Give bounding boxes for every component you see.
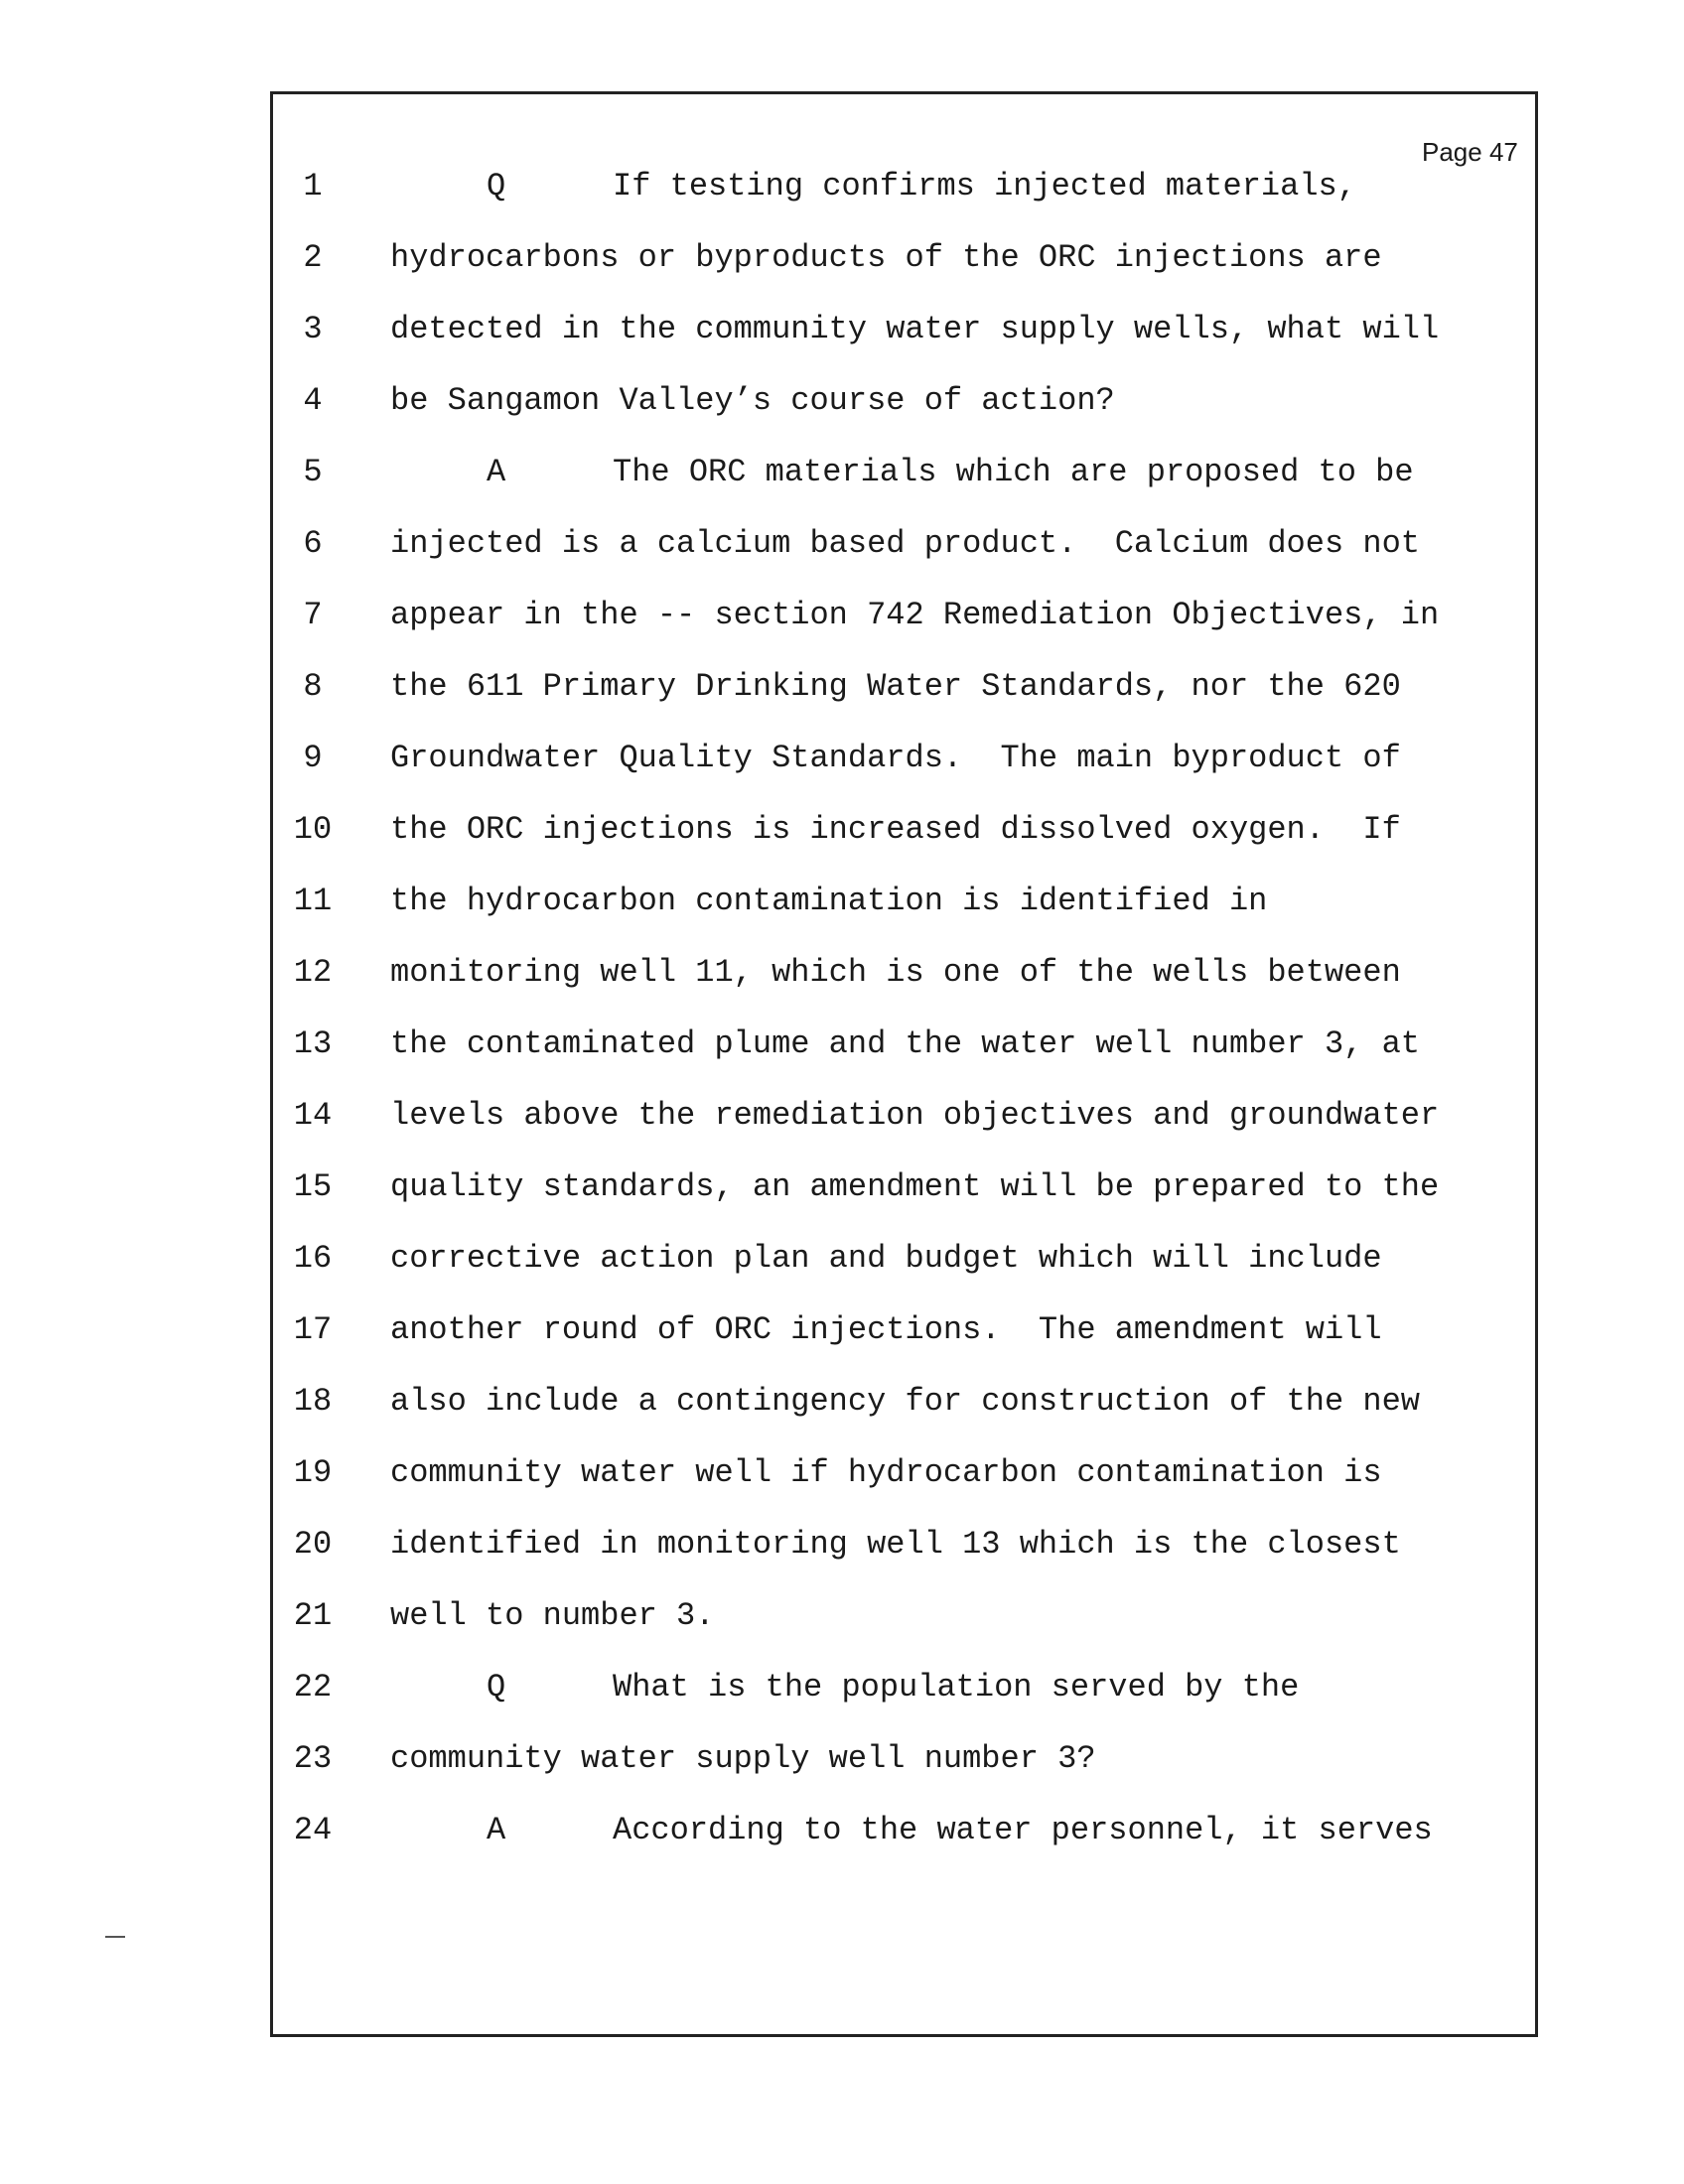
- line-number: 20: [293, 1526, 333, 1563]
- transcript-line: [0, 1024, 1684, 1096]
- transcript-line: [0, 310, 1684, 381]
- transcript-line: [0, 1811, 1684, 1882]
- line-text: appear in the -- section 742 Remediation Objectives, in: [390, 597, 1440, 633]
- transcript-line: [0, 238, 1684, 310]
- line-number: 16: [293, 1240, 333, 1277]
- transcript-line: [0, 1382, 1684, 1453]
- line-number: 9: [303, 740, 323, 776]
- line-number: 1: [303, 168, 323, 205]
- line-text: quality standards, an amendment will be prepared to the: [390, 1168, 1440, 1205]
- line-text: the ORC injections is increased dissolved oxygen. If: [390, 811, 1401, 848]
- line-text: The ORC materials which are proposed to be: [613, 454, 1414, 490]
- transcript-line: [0, 453, 1684, 524]
- line-text: detected in the community water supply wells, what will: [390, 311, 1440, 347]
- line-number: 12: [293, 954, 333, 991]
- line-number: 5: [303, 454, 323, 490]
- line-number: 15: [293, 1168, 333, 1205]
- line-text: the contaminated plume and the water well number 3, at: [390, 1025, 1420, 1062]
- transcript-line: [0, 1096, 1684, 1167]
- line-number: 10: [293, 811, 333, 848]
- line-text: community water supply well number 3?: [390, 1740, 1096, 1777]
- line-text: monitoring well 11, which is one of the wells between: [390, 954, 1401, 991]
- line-text: hydrocarbons or byproducts of the ORC injections are: [390, 239, 1382, 276]
- line-number: 4: [303, 382, 323, 419]
- page-number: Page 47: [1422, 137, 1518, 167]
- line-text: be Sangamon Valley’s course of action?: [390, 382, 1115, 419]
- transcript-line: [0, 1668, 1684, 1739]
- transcript-line: [0, 667, 1684, 739]
- transcript-line: [0, 381, 1684, 453]
- transcript-line: [0, 1596, 1684, 1668]
- transcript-line: [0, 1525, 1684, 1596]
- line-text: the 611 Primary Drinking Water Standards, nor the 620: [390, 668, 1401, 705]
- margin-mark: [105, 1936, 125, 1938]
- line-text: injected is a calcium based product. Calcium does not: [390, 525, 1420, 562]
- line-number: 19: [293, 1454, 333, 1491]
- line-number: 23: [293, 1740, 333, 1777]
- line-text: corrective action plan and budget which will include: [390, 1240, 1382, 1277]
- line-number: 17: [293, 1311, 333, 1348]
- line-text: another round of ORC injections. The amendment will: [390, 1311, 1382, 1348]
- line-text: also include a contingency for construction of the new: [390, 1383, 1420, 1420]
- transcript-line: [0, 1310, 1684, 1382]
- line-number: 11: [293, 883, 333, 919]
- line-text: If testing confirms injected materials,: [613, 168, 1356, 205]
- line-text: levels above the remediation objectives and groundwater: [390, 1097, 1440, 1134]
- transcript-line: [0, 810, 1684, 882]
- line-text: According to the water personnel, it serves: [613, 1812, 1433, 1848]
- line-number: 7: [303, 597, 323, 633]
- transcript-line: [0, 953, 1684, 1024]
- line-number: 2: [303, 239, 323, 276]
- line-number: 6: [303, 525, 323, 562]
- line-text: community water well if hydrocarbon contamination is: [390, 1454, 1382, 1491]
- transcript-line: [0, 524, 1684, 596]
- line-number: 13: [293, 1025, 333, 1062]
- line-number: 21: [293, 1597, 333, 1634]
- line-text: Groundwater Quality Standards. The main byproduct of: [390, 740, 1401, 776]
- transcript-line: [0, 1239, 1684, 1310]
- line-number: 8: [303, 668, 323, 705]
- line-number: 24: [293, 1812, 333, 1848]
- line-number: 3: [303, 311, 323, 347]
- speaker-marker: Q: [487, 168, 506, 205]
- line-number: 18: [293, 1383, 333, 1420]
- transcript-line: [0, 596, 1684, 667]
- transcript-line: [0, 1739, 1684, 1811]
- line-text: What is the population served by the: [613, 1669, 1300, 1706]
- line-text: well to number 3.: [390, 1597, 715, 1634]
- speaker-marker: A: [487, 454, 506, 490]
- transcript-line: [0, 167, 1684, 238]
- transcript-line: [0, 739, 1684, 810]
- line-number: 22: [293, 1669, 333, 1706]
- line-text: identified in monitoring well 13 which is the closest: [390, 1526, 1401, 1563]
- speaker-marker: Q: [487, 1669, 506, 1706]
- transcript-line: [0, 1167, 1684, 1239]
- transcript-line: [0, 882, 1684, 953]
- speaker-marker: A: [487, 1812, 506, 1848]
- transcript-line: [0, 1453, 1684, 1525]
- line-text: the hydrocarbon contamination is identified in: [390, 883, 1268, 919]
- line-number: 14: [293, 1097, 333, 1134]
